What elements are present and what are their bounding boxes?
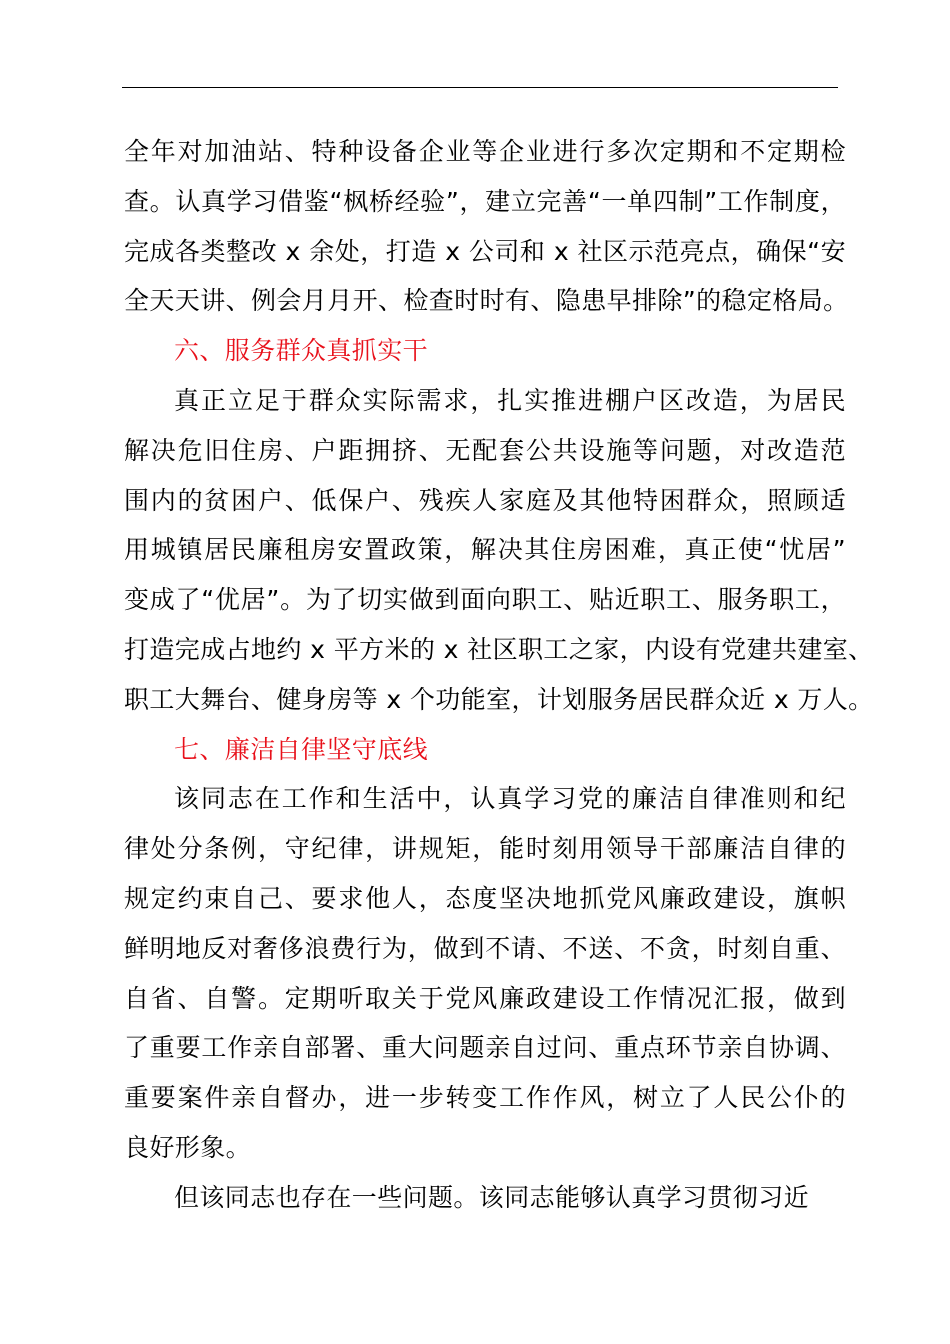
paragraph-3 [124,774,846,1172]
text-line: 自省、自警。定期听取关于党风廉政建设工作情况汇报，做到 [124,983,846,1013]
section-heading-6: 六、服务群众真抓实干 [174,336,429,366]
header-rule [122,87,838,88]
text-line: 该同志在工作和生活中，认真学习党的廉洁自律准则和纪 [174,784,846,814]
text-line: 查。认真学习借鉴“枫桥经验”，建立完善“一单四制”工作制度， [124,186,846,216]
text-line: 解决危旧住房、户距拥挤、无配套公共设施等问题，对改造范 [124,435,846,465]
document-body [124,127,874,1223]
text-line: 鲜明地反对奢侈浪费行为，做到不请、不送、不贪，时刻自重、 [124,933,846,963]
text-line: 打造完成占地约 x 平方米的 x 社区职工之家，内设有党建共建室、 [124,634,874,664]
text-line: 全天天讲、例会月月开、检查时时有、隐患早排除”的稳定格局。 [124,286,849,316]
paragraph-2 [124,376,874,725]
text-line: 但该同志也存在一些问题。该同志能够认真学习贯彻习近 [174,1182,810,1212]
text-line: 全年对加油站、特种设备企业等企业进行多次定期和不定期检 [124,137,846,166]
text-line: 围内的贫困户、低保户、残疾人家庭及其他特困群众，照顾适 [124,485,846,515]
text-line: 变成了“优居”。为了切实做到面向职工、贴近职工、服务职工， [124,585,846,615]
text-line: 重要案件亲自督办，进一步转变工作作风，树立了人民公仆的 [124,1083,846,1113]
section-heading-7: 七、廉洁自律坚守底线 [174,734,429,764]
text-line: 完成各类整改 x 余处，打造 x 公司和 x 社区示范亮点，确保“安 [124,236,846,266]
text-line: 用城镇居民廉租房安置政策，解决其住房困难，真正使“忧居” [124,535,846,565]
paragraph-1 [124,127,849,326]
text-line: 真正立足于群众实际需求，扎实推进棚户区改造，为居民 [174,385,846,415]
paragraph-4 [124,1173,846,1223]
text-line: 了重要工作亲自部署、重大问题亲自过问、重点环节亲自协调、 [124,1033,846,1063]
text-line: 良好形象。 [124,1132,252,1162]
text-line: 律处分条例，守纪律，讲规矩，能时刻用领导干部廉洁自律的 [124,834,846,864]
text-line: 规定约束自己、要求他人，态度坚决地抓党风廉政建设，旗帜 [124,883,846,913]
text-line: 职工大舞台、健身房等 x 个功能室，计划服务居民群众近 x 万人。 [124,684,874,714]
